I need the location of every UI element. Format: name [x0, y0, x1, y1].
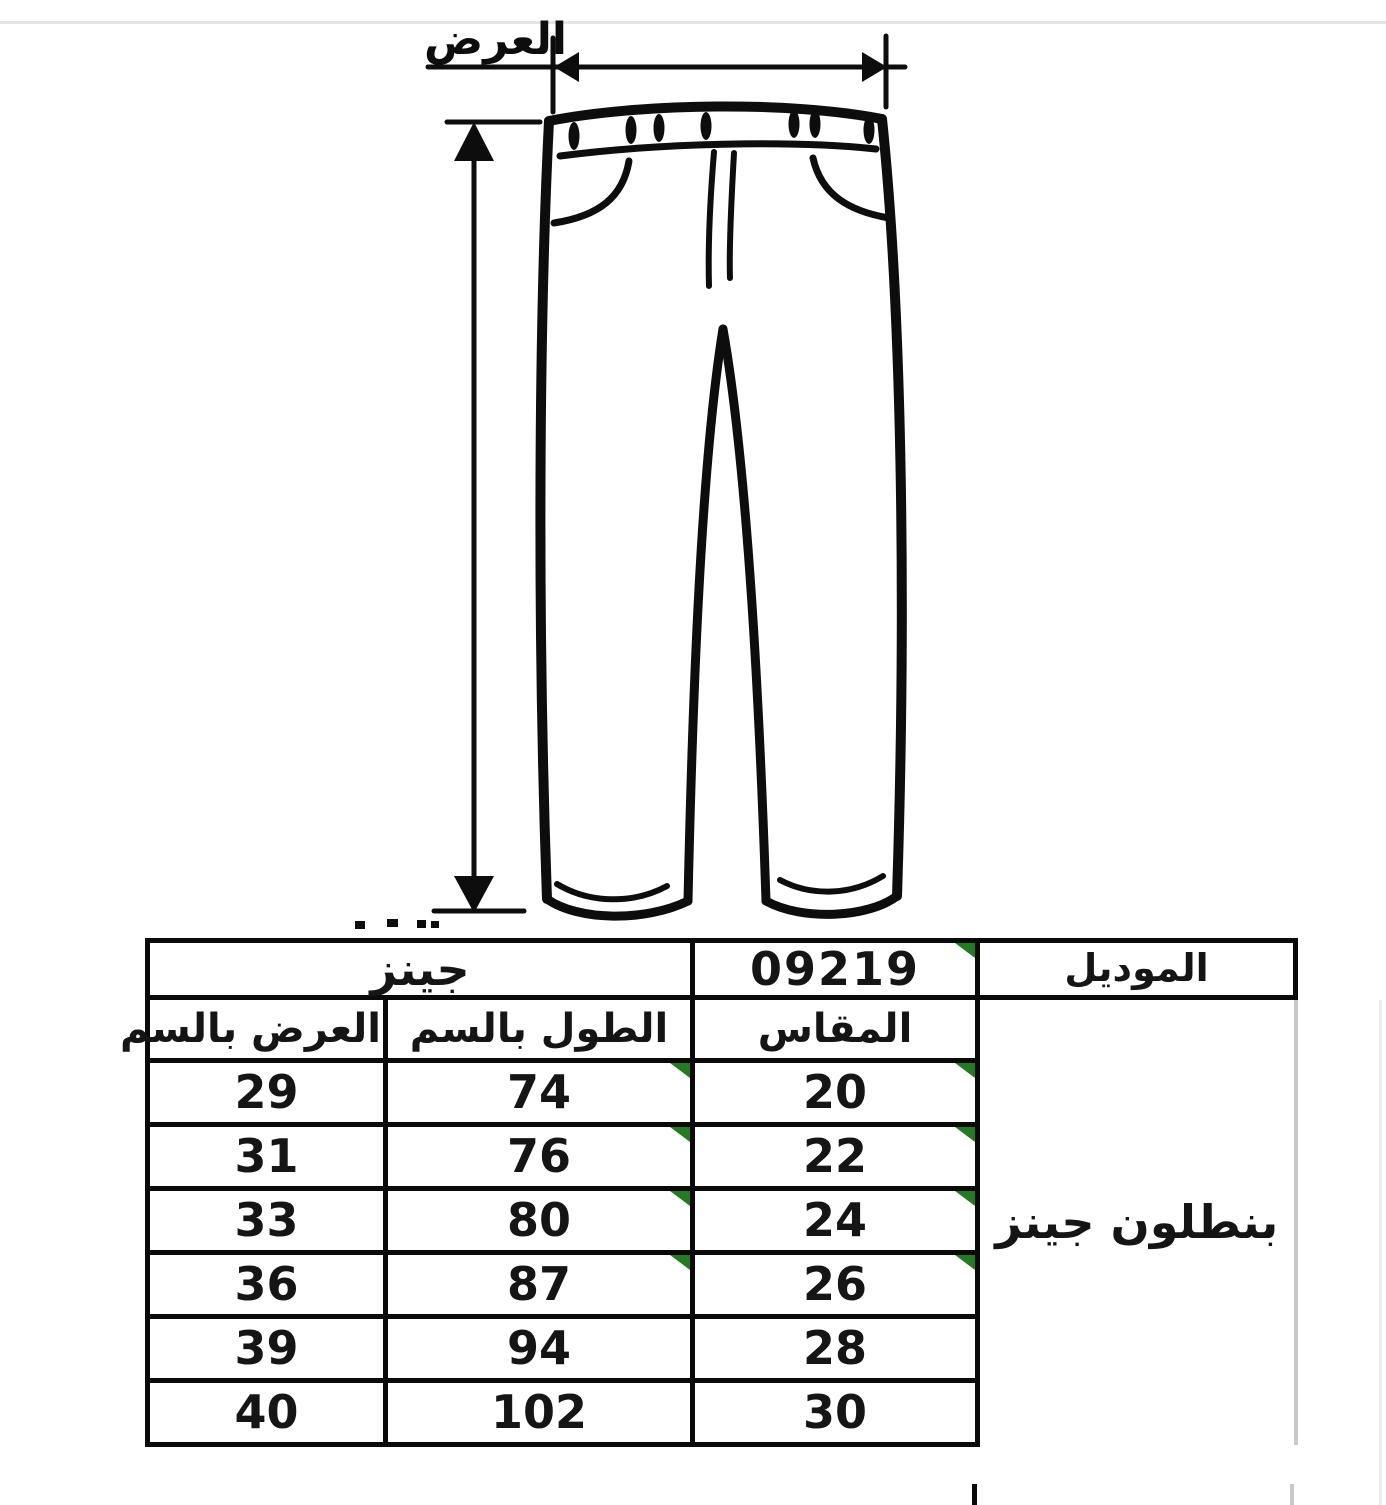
- right-cuff-curve: [780, 876, 883, 892]
- size-column-header: المقاس: [693, 998, 978, 1061]
- width-column-header: العرض بالسم: [148, 998, 386, 1061]
- table-row-header-2: [148, 998, 1296, 1061]
- model-number-cell: [693, 941, 978, 998]
- cell-flag-triangle-icon: [670, 1063, 690, 1078]
- cropped-text-dots: [355, 919, 439, 929]
- belt-loop: [626, 116, 637, 144]
- cell-flag-triangle-icon: [955, 943, 975, 958]
- right-inseam: [723, 329, 766, 901]
- table-border-extension: [972, 1484, 977, 1505]
- length-cell: 74: [386, 1061, 693, 1125]
- pants-drawing: [540, 106, 901, 916]
- waistband-bottom: [560, 144, 876, 156]
- cell-flag-triangle-icon: [955, 1191, 975, 1206]
- size-cell: 26: [693, 1253, 978, 1317]
- cell-flag-triangle-icon: [670, 1191, 690, 1206]
- width-cell: 31: [148, 1125, 386, 1189]
- belt-loop: [569, 122, 580, 150]
- product-name: بنطلون جينز: [995, 1194, 1279, 1249]
- model-label: الموديل: [1064, 946, 1209, 991]
- size-cell: 30: [693, 1381, 978, 1445]
- width-cell: 40: [148, 1381, 386, 1445]
- length-cell: 102: [386, 1381, 693, 1445]
- cell-flag-triangle-icon: [670, 1127, 690, 1142]
- size-cell: 24: [693, 1189, 978, 1253]
- left-inseam: [688, 329, 723, 901]
- length-dimension-arrow: [434, 122, 540, 913]
- width-cell: 33: [148, 1189, 386, 1253]
- belt-loop: [701, 112, 712, 140]
- belt-loop: [810, 110, 821, 138]
- right-hem: [766, 896, 897, 914]
- width-cell: 39: [148, 1317, 386, 1381]
- fly-line: [730, 153, 734, 278]
- width-dimension-label: العرض: [424, 14, 567, 65]
- product-type-cell: [148, 941, 693, 998]
- table-row-header-1: [148, 941, 1296, 998]
- model-number: 09219: [749, 941, 921, 996]
- size-cell: 28: [693, 1317, 978, 1381]
- belt-loop: [654, 114, 665, 142]
- cell-flag-triangle-icon: [955, 1063, 975, 1078]
- size-cell: 20: [693, 1061, 978, 1125]
- cell-flag-triangle-icon: [955, 1255, 975, 1270]
- left-pocket-curve: [554, 161, 629, 223]
- table-border-extension: [1290, 1484, 1294, 1505]
- arrowhead-left-icon: [554, 52, 579, 82]
- product-name-cell: [978, 998, 1296, 1445]
- belt-loop: [789, 110, 800, 138]
- length-cell: 80: [386, 1189, 693, 1253]
- length-cell: 94: [386, 1317, 693, 1381]
- model-label-cell: [978, 941, 1296, 998]
- cell-flag-triangle-icon: [670, 1255, 690, 1270]
- length-cell: 76: [386, 1125, 693, 1189]
- arrowhead-up-icon: [454, 122, 494, 161]
- belt-loop: [864, 116, 875, 144]
- width-cell: 29: [148, 1061, 386, 1125]
- waistband-top: [549, 106, 882, 121]
- arrowhead-right-icon: [862, 52, 887, 82]
- size-cell: 22: [693, 1125, 978, 1189]
- right-pocket-curve: [813, 158, 889, 218]
- width-cell: 36: [148, 1253, 386, 1317]
- width-dimension-arrow: [428, 36, 905, 112]
- product-type: جينز: [370, 941, 470, 996]
- length-cell: 87: [386, 1253, 693, 1317]
- pants-left-seam: [540, 121, 549, 899]
- fly-line: [709, 152, 714, 286]
- left-cuff-curve: [557, 884, 667, 899]
- cell-flag-triangle-icon: [955, 1127, 975, 1142]
- pants-right-seam: [882, 119, 902, 896]
- arrowhead-down-icon: [454, 876, 494, 913]
- size-table: [119, 938, 1298, 1447]
- length-column-header: الطول بالسم: [386, 998, 693, 1061]
